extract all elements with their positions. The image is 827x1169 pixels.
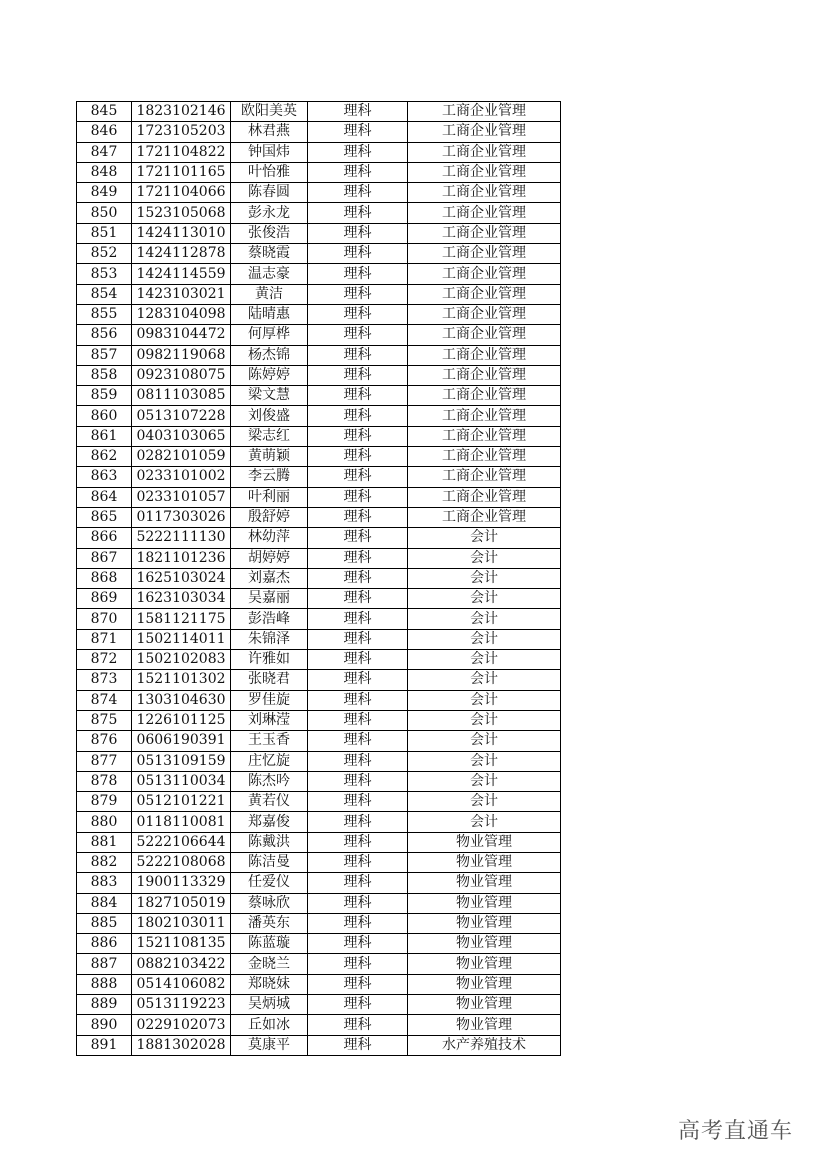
major-cell: 工商企业管理: [408, 345, 561, 365]
student-id-cell: 1521101302: [132, 670, 231, 690]
student-name-cell: 郑嘉俊: [231, 812, 308, 832]
student-id-cell: 1881302028: [132, 1035, 231, 1055]
table-row: [77, 284, 561, 304]
student-id-cell: 5222108068: [132, 852, 231, 872]
student-name-cell: 陈春圆: [231, 183, 308, 203]
student-name-cell: 彭浩峰: [231, 609, 308, 629]
row-number-cell: 850: [77, 203, 132, 223]
table-row: [77, 751, 561, 771]
student-name-cell: 刘琳滢: [231, 710, 308, 730]
major-cell: 会计: [408, 650, 561, 670]
major-cell: 工商企业管理: [408, 284, 561, 304]
student-id-cell: 1283104098: [132, 304, 231, 324]
student-name-cell: 温志豪: [231, 264, 308, 284]
student-id-cell: 1721101165: [132, 162, 231, 182]
row-number-cell: 854: [77, 284, 132, 304]
table-row: [77, 467, 561, 487]
row-number-cell: 867: [77, 548, 132, 568]
row-number-cell: 858: [77, 365, 132, 385]
major-cell: 工商企业管理: [408, 162, 561, 182]
subject-category-cell: 理科: [308, 690, 408, 710]
table-row: [77, 771, 561, 791]
table-row: [77, 893, 561, 913]
subject-category-cell: 理科: [308, 548, 408, 568]
subject-category-cell: 理科: [308, 974, 408, 994]
student-id-cell: 5222111130: [132, 528, 231, 548]
student-id-cell: 1423103021: [132, 284, 231, 304]
row-number-cell: 877: [77, 751, 132, 771]
row-number-cell: 859: [77, 386, 132, 406]
table-row: [77, 264, 561, 284]
table-row: [77, 244, 561, 264]
row-number-cell: 874: [77, 690, 132, 710]
major-cell: 会计: [408, 812, 561, 832]
student-id-cell: 1721104066: [132, 183, 231, 203]
student-id-cell: 1721104822: [132, 142, 231, 162]
table-row: [77, 1015, 561, 1035]
student-id-cell: 0923108075: [132, 365, 231, 385]
major-cell: 会计: [408, 670, 561, 690]
row-number-cell: 890: [77, 1015, 132, 1035]
row-number-cell: 871: [77, 629, 132, 649]
row-number-cell: 880: [77, 812, 132, 832]
subject-category-cell: 理科: [308, 629, 408, 649]
subject-category-cell: 理科: [308, 792, 408, 812]
table-row: [77, 548, 561, 568]
student-name-cell: 陈婷婷: [231, 365, 308, 385]
student-id-cell: 0513107228: [132, 406, 231, 426]
major-cell: 物业管理: [408, 873, 561, 893]
student-name-cell: 莫康平: [231, 1035, 308, 1055]
subject-category-cell: 理科: [308, 487, 408, 507]
major-cell: 工商企业管理: [408, 386, 561, 406]
table-row: [77, 304, 561, 324]
student-name-cell: 钟国炜: [231, 142, 308, 162]
subject-category-cell: 理科: [308, 852, 408, 872]
student-id-cell: 1623103034: [132, 589, 231, 609]
row-number-cell: 856: [77, 325, 132, 345]
student-id-cell: 1900113329: [132, 873, 231, 893]
student-id-cell: 1424113010: [132, 223, 231, 243]
student-name-cell: 吴嘉丽: [231, 589, 308, 609]
student-id-cell: 0606190391: [132, 731, 231, 751]
student-name-cell: 何厚桦: [231, 325, 308, 345]
student-name-cell: 刘嘉杰: [231, 568, 308, 588]
student-id-cell: 0982119068: [132, 345, 231, 365]
row-number-cell: 881: [77, 832, 132, 852]
table-row: [77, 507, 561, 527]
student-id-cell: 1424112878: [132, 244, 231, 264]
major-cell: 工商企业管理: [408, 223, 561, 243]
student-id-cell: 0233101002: [132, 467, 231, 487]
row-number-cell: 883: [77, 873, 132, 893]
student-name-cell: 叶怡雅: [231, 162, 308, 182]
table-row: [77, 852, 561, 872]
student-name-cell: 王玉香: [231, 731, 308, 751]
major-cell: 会计: [408, 690, 561, 710]
table-row: [77, 913, 561, 933]
row-number-cell: 868: [77, 568, 132, 588]
row-number-cell: 846: [77, 122, 132, 142]
table-row: [77, 589, 561, 609]
student-id-cell: 0514106082: [132, 974, 231, 994]
table-row: [77, 487, 561, 507]
subject-category-cell: 理科: [308, 589, 408, 609]
student-id-cell: 1723105203: [132, 122, 231, 142]
student-name-cell: 李云腾: [231, 467, 308, 487]
table-row: [77, 832, 561, 852]
major-cell: 物业管理: [408, 832, 561, 852]
table-row: [77, 812, 561, 832]
row-number-cell: 861: [77, 426, 132, 446]
major-cell: 会计: [408, 629, 561, 649]
row-number-cell: 869: [77, 589, 132, 609]
subject-category-cell: 理科: [308, 568, 408, 588]
student-id-cell: 0513119223: [132, 995, 231, 1015]
subject-category-cell: 理科: [308, 102, 408, 122]
table-row: [77, 792, 561, 812]
student-id-cell: 0882103422: [132, 954, 231, 974]
subject-category-cell: 理科: [308, 873, 408, 893]
major-cell: 工商企业管理: [408, 122, 561, 142]
major-cell: 物业管理: [408, 893, 561, 913]
row-number-cell: 863: [77, 467, 132, 487]
student-name-cell: 朱锦泽: [231, 629, 308, 649]
table-row: [77, 447, 561, 467]
subject-category-cell: 理科: [308, 670, 408, 690]
major-cell: 物业管理: [408, 934, 561, 954]
student-id-cell: 0403103065: [132, 426, 231, 446]
row-number-cell: 879: [77, 792, 132, 812]
major-cell: 工商企业管理: [408, 325, 561, 345]
student-id-cell: 1581121175: [132, 609, 231, 629]
student-name-cell: 黄洁: [231, 284, 308, 304]
table-row: [77, 995, 561, 1015]
table-row: [77, 690, 561, 710]
row-number-cell: 884: [77, 893, 132, 913]
subject-category-cell: 理科: [308, 203, 408, 223]
major-cell: 会计: [408, 589, 561, 609]
major-cell: 会计: [408, 751, 561, 771]
student-id-cell: 1802103011: [132, 913, 231, 933]
table-row: [77, 609, 561, 629]
subject-category-cell: 理科: [308, 934, 408, 954]
subject-category-cell: 理科: [308, 284, 408, 304]
student-id-cell: 0811103085: [132, 386, 231, 406]
student-name-cell: 丘如冰: [231, 1015, 308, 1035]
subject-category-cell: 理科: [308, 142, 408, 162]
student-id-cell: 0233101057: [132, 487, 231, 507]
subject-category-cell: 理科: [308, 1035, 408, 1055]
subject-category-cell: 理科: [308, 244, 408, 264]
major-cell: 工商企业管理: [408, 426, 561, 446]
student-id-cell: 1827105019: [132, 893, 231, 913]
table-row: [77, 528, 561, 548]
student-name-cell: 陈蓝璇: [231, 934, 308, 954]
row-number-cell: 889: [77, 995, 132, 1015]
student-name-cell: 许雅如: [231, 650, 308, 670]
watermark-text: 高考直通车: [678, 1119, 794, 1144]
student-name-cell: 吴炳城: [231, 995, 308, 1015]
subject-category-cell: 理科: [308, 325, 408, 345]
major-cell: 工商企业管理: [408, 507, 561, 527]
student-name-cell: 潘英东: [231, 913, 308, 933]
major-cell: 物业管理: [408, 974, 561, 994]
major-cell: 工商企业管理: [408, 142, 561, 162]
major-cell: 会计: [408, 568, 561, 588]
student-name-cell: 黄萌颖: [231, 447, 308, 467]
row-number-cell: 865: [77, 507, 132, 527]
major-cell: 物业管理: [408, 1015, 561, 1035]
table-row: [77, 365, 561, 385]
row-number-cell: 866: [77, 528, 132, 548]
major-cell: 工商企业管理: [408, 264, 561, 284]
student-name-cell: 陈洁曼: [231, 852, 308, 872]
student-name-cell: 梁文慧: [231, 386, 308, 406]
table-row: [77, 934, 561, 954]
student-name-cell: 黄若仪: [231, 792, 308, 812]
major-cell: 物业管理: [408, 852, 561, 872]
row-number-cell: 849: [77, 183, 132, 203]
subject-category-cell: 理科: [308, 893, 408, 913]
table-row: [77, 183, 561, 203]
row-number-cell: 845: [77, 102, 132, 122]
major-cell: 工商企业管理: [408, 406, 561, 426]
student-name-cell: 蔡晓霞: [231, 244, 308, 264]
major-cell: 工商企业管理: [408, 487, 561, 507]
subject-category-cell: 理科: [308, 162, 408, 182]
student-id-cell: 1502114011: [132, 629, 231, 649]
student-id-cell: 0512101221: [132, 792, 231, 812]
subject-category-cell: 理科: [308, 406, 408, 426]
student-id-cell: 0983104472: [132, 325, 231, 345]
subject-category-cell: 理科: [308, 832, 408, 852]
row-number-cell: 887: [77, 954, 132, 974]
row-number-cell: 885: [77, 913, 132, 933]
row-number-cell: 857: [77, 345, 132, 365]
table-row: [77, 102, 561, 122]
major-cell: 物业管理: [408, 913, 561, 933]
student-name-cell: 罗佳旋: [231, 690, 308, 710]
table-row: [77, 629, 561, 649]
subject-category-cell: 理科: [308, 447, 408, 467]
subject-category-cell: 理科: [308, 954, 408, 974]
row-number-cell: 882: [77, 852, 132, 872]
subject-category-cell: 理科: [308, 751, 408, 771]
major-cell: 工商企业管理: [408, 304, 561, 324]
row-number-cell: 873: [77, 670, 132, 690]
table-row: [77, 162, 561, 182]
table-row: [77, 731, 561, 751]
student-id-cell: 0229102073: [132, 1015, 231, 1035]
table-row: [77, 386, 561, 406]
subject-category-cell: 理科: [308, 264, 408, 284]
table-row: [77, 142, 561, 162]
major-cell: 工商企业管理: [408, 102, 561, 122]
subject-category-cell: 理科: [308, 386, 408, 406]
student-name-cell: 殷舒婷: [231, 507, 308, 527]
row-number-cell: 853: [77, 264, 132, 284]
table-row: [77, 122, 561, 142]
row-number-cell: 888: [77, 974, 132, 994]
student-name-cell: 蔡咏欣: [231, 893, 308, 913]
subject-category-cell: 理科: [308, 812, 408, 832]
row-number-cell: 851: [77, 223, 132, 243]
major-cell: 物业管理: [408, 995, 561, 1015]
row-number-cell: 870: [77, 609, 132, 629]
table-row: [77, 974, 561, 994]
major-cell: 会计: [408, 792, 561, 812]
subject-category-cell: 理科: [308, 771, 408, 791]
subject-category-cell: 理科: [308, 1015, 408, 1035]
student-name-cell: 陈戴洪: [231, 832, 308, 852]
student-id-cell: 1523105068: [132, 203, 231, 223]
subject-category-cell: 理科: [308, 345, 408, 365]
subject-category-cell: 理科: [308, 183, 408, 203]
table-row: [77, 426, 561, 446]
table-row: [77, 1035, 561, 1055]
student-id-cell: 1625103024: [132, 568, 231, 588]
subject-category-cell: 理科: [308, 122, 408, 142]
student-name-cell: 张俊浩: [231, 223, 308, 243]
row-number-cell: 864: [77, 487, 132, 507]
row-number-cell: 878: [77, 771, 132, 791]
table-row: [77, 568, 561, 588]
student-id-cell: 0513109159: [132, 751, 231, 771]
subject-category-cell: 理科: [308, 426, 408, 446]
student-name-cell: 任爱仪: [231, 873, 308, 893]
student-id-cell: 1821101236: [132, 548, 231, 568]
table-row: [77, 203, 561, 223]
major-cell: 工商企业管理: [408, 467, 561, 487]
admission-list-table: [76, 101, 561, 1056]
student-id-cell: 0513110034: [132, 771, 231, 791]
major-cell: 物业管理: [408, 954, 561, 974]
student-id-cell: 5222106644: [132, 832, 231, 852]
student-id-cell: 0282101059: [132, 447, 231, 467]
student-name-cell: 金晓兰: [231, 954, 308, 974]
subject-category-cell: 理科: [308, 223, 408, 243]
student-name-cell: 郑晓妹: [231, 974, 308, 994]
student-id-cell: 0118110081: [132, 812, 231, 832]
subject-category-cell: 理科: [308, 467, 408, 487]
student-name-cell: 梁志红: [231, 426, 308, 446]
table-row: [77, 223, 561, 243]
student-id-cell: 1303104630: [132, 690, 231, 710]
student-name-cell: 胡婷婷: [231, 548, 308, 568]
row-number-cell: 848: [77, 162, 132, 182]
major-cell: 会计: [408, 609, 561, 629]
student-id-cell: 0117303026: [132, 507, 231, 527]
major-cell: 会计: [408, 528, 561, 548]
major-cell: 会计: [408, 710, 561, 730]
row-number-cell: 872: [77, 650, 132, 670]
student-name-cell: 陆晴惠: [231, 304, 308, 324]
table-row: [77, 650, 561, 670]
table-row: [77, 710, 561, 730]
row-number-cell: 852: [77, 244, 132, 264]
student-name-cell: 刘俊盛: [231, 406, 308, 426]
major-cell: 工商企业管理: [408, 447, 561, 467]
student-name-cell: 彭永龙: [231, 203, 308, 223]
major-cell: 工商企业管理: [408, 244, 561, 264]
major-cell: 水产养殖技术: [408, 1035, 561, 1055]
student-id-cell: 1226101125: [132, 710, 231, 730]
table-row: [77, 345, 561, 365]
row-number-cell: 886: [77, 934, 132, 954]
row-number-cell: 847: [77, 142, 132, 162]
student-name-cell: 林君燕: [231, 122, 308, 142]
table-row: [77, 406, 561, 426]
row-number-cell: 891: [77, 1035, 132, 1055]
subject-category-cell: 理科: [308, 913, 408, 933]
subject-category-cell: 理科: [308, 710, 408, 730]
subject-category-cell: 理科: [308, 731, 408, 751]
student-name-cell: 庄忆旋: [231, 751, 308, 771]
student-id-cell: 1521108135: [132, 934, 231, 954]
student-name-cell: 欧阳美英: [231, 102, 308, 122]
student-id-cell: 1502102083: [132, 650, 231, 670]
table-row: [77, 954, 561, 974]
major-cell: 工商企业管理: [408, 183, 561, 203]
student-id-cell: 1823102146: [132, 102, 231, 122]
subject-category-cell: 理科: [308, 304, 408, 324]
row-number-cell: 855: [77, 304, 132, 324]
student-id-cell: 1424114559: [132, 264, 231, 284]
row-number-cell: 862: [77, 447, 132, 467]
subject-category-cell: 理科: [308, 650, 408, 670]
subject-category-cell: 理科: [308, 528, 408, 548]
major-cell: 会计: [408, 731, 561, 751]
student-name-cell: 张晓君: [231, 670, 308, 690]
table-row: [77, 325, 561, 345]
student-name-cell: 陈杰吟: [231, 771, 308, 791]
student-name-cell: 林幼萍: [231, 528, 308, 548]
subject-category-cell: 理科: [308, 507, 408, 527]
student-name-cell: 杨杰锦: [231, 345, 308, 365]
row-number-cell: 860: [77, 406, 132, 426]
row-number-cell: 875: [77, 710, 132, 730]
major-cell: 工商企业管理: [408, 365, 561, 385]
subject-category-cell: 理科: [308, 609, 408, 629]
major-cell: 工商企业管理: [408, 203, 561, 223]
subject-category-cell: 理科: [308, 995, 408, 1015]
student-name-cell: 叶利丽: [231, 487, 308, 507]
major-cell: 会计: [408, 548, 561, 568]
subject-category-cell: 理科: [308, 365, 408, 385]
row-number-cell: 876: [77, 731, 132, 751]
major-cell: 会计: [408, 771, 561, 791]
table-row: [77, 670, 561, 690]
table-row: [77, 873, 561, 893]
table-body: [77, 102, 561, 1056]
